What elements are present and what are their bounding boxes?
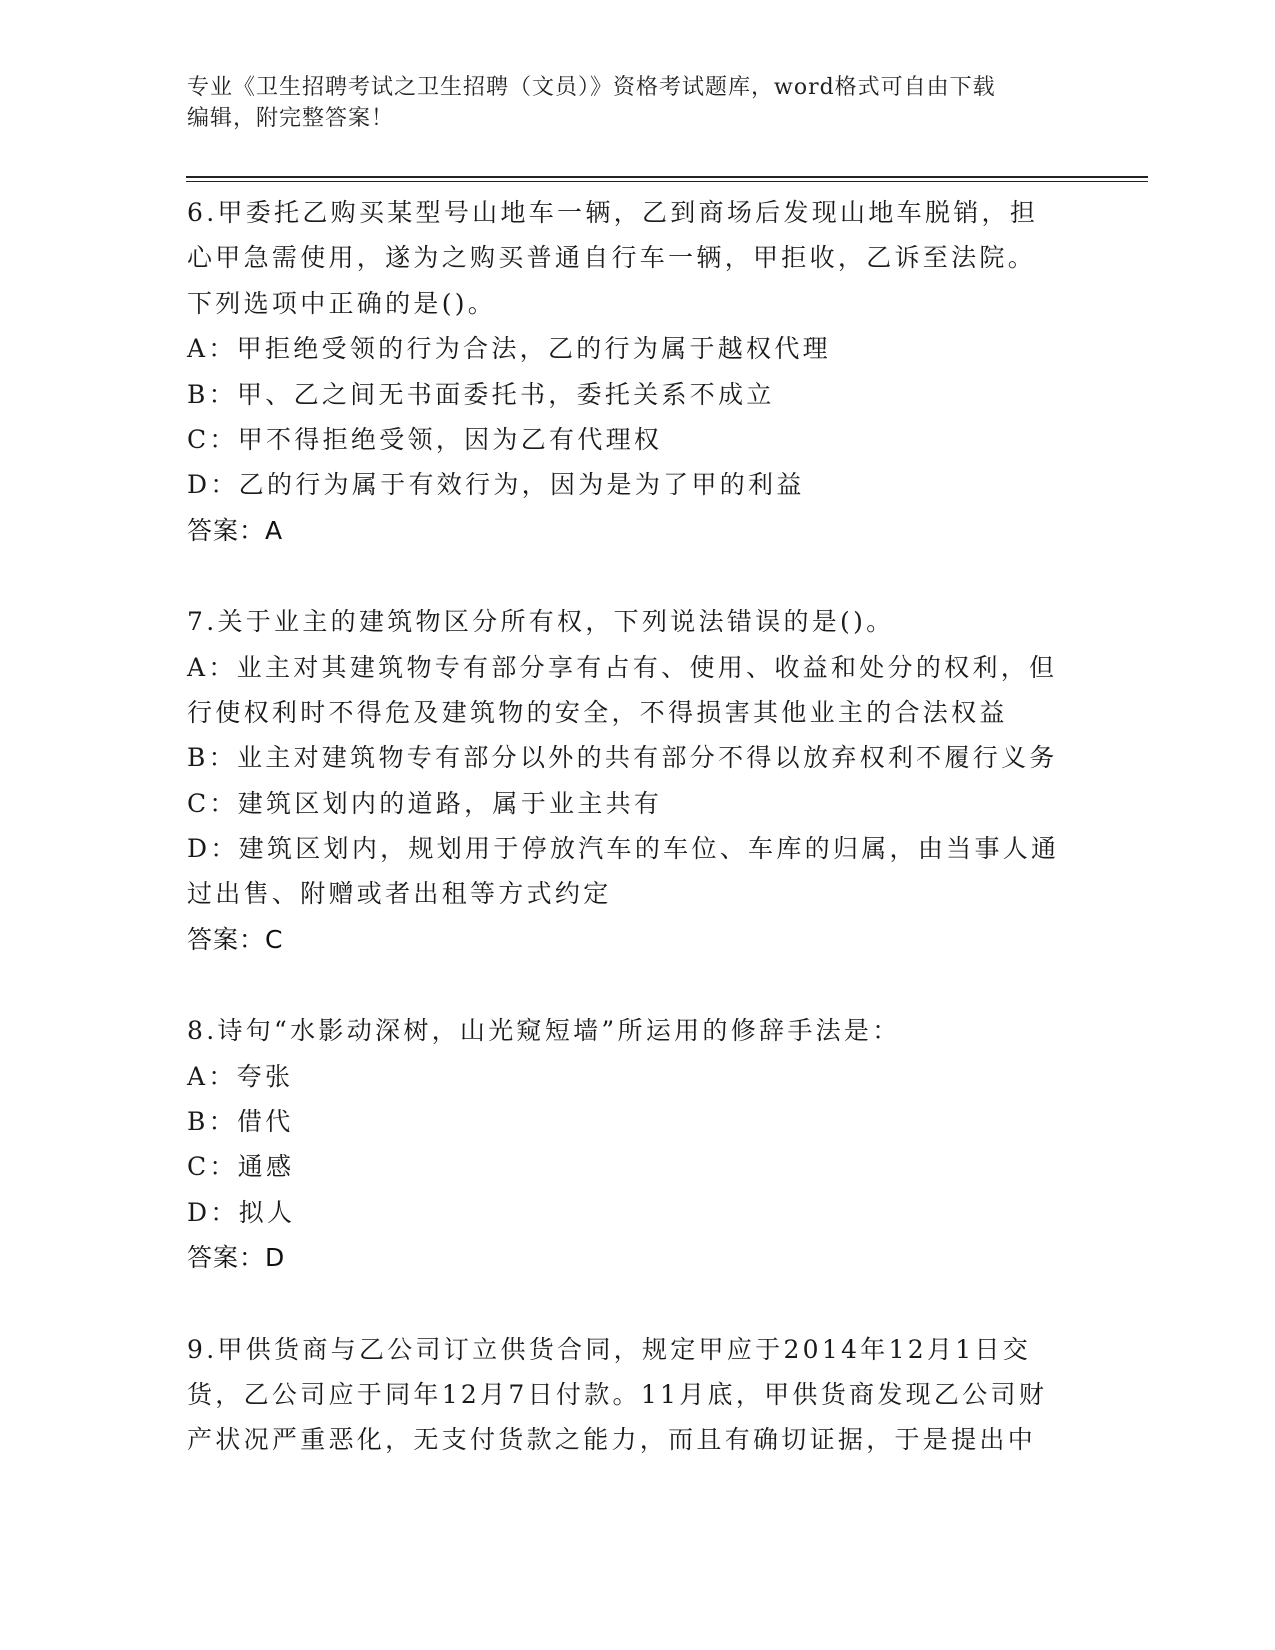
question-8-option-b: B：借代 [187,1107,294,1137]
question-6-stem-line-1: 6.甲委托乙购买某型号山地车一辆，乙到商场后发现山地车脱销，担 [187,198,1039,227]
question-7 [187,599,1087,962]
question-6-answer: 答案：A [187,515,284,545]
question-6-option-b: B：甲、乙之间无书面委托书，委托关系不成立 [187,379,775,409]
question-9-stem-line-2: 货，乙公司应于同年12月7日付款。11月底，甲供货商发现乙公司财 [187,1379,1048,1409]
question-6-option-c: C：甲不得拒绝受领，因为乙有代理权 [187,424,663,454]
question-8-answer: 答案：D [187,1243,286,1273]
question-8-option-d: D：拟人 [187,1197,296,1227]
question-7-stem: 7.关于业主的建筑物区分所有权，下列说法错误的是()。 [187,607,895,637]
question-7-option-c: C：建筑区划内的道路，属于业主共有 [187,788,663,818]
question-7-option-a-line-2: 行使权利时不得危及建筑物的安全，不得损害其他业主的合法权益 [187,697,1008,727]
question-9-stem-line-3: 产状况严重恶化，无支付货款之能力，而且有确切证据，于是提出中 [187,1425,1037,1455]
question-7-option-a-line-1: A：业主对其建筑物专有部分享有占有、使用、收益和处分的权利，但 [187,652,1058,682]
question-7-option-b: B：业主对建筑物专有部分以外的共有部分不得以放弃权利不履行义务 [187,743,1058,773]
question-list [187,190,1087,1463]
document-header [187,72,1087,134]
question-6-option-a: A：甲拒绝受领的行为合法，乙的行为属于越权代理 [187,334,831,364]
question-spacer [187,962,1087,1008]
question-spacer [187,1281,1087,1327]
question-8 [187,1008,1087,1280]
question-7-option-d-line-1: D：建筑区划内，规划用于停放汽车的车位、车库的归属，由当事人通 [187,834,1060,864]
question-spacer [187,553,1087,599]
question-8-option-c: C：通感 [187,1152,295,1182]
question-9-stem-line-1: 9.甲供货商与乙公司订立供货合同，规定甲应于2014年12月1日交 [187,1334,1032,1364]
question-6 [187,190,1087,553]
question-6-stem-line-2: 心甲急需使用，遂为之购买普通自行车一辆，甲拒收，乙诉至法院。 [187,243,1037,273]
question-6-option-d: D：乙的行为属于有效行为，因为是为了甲的利益 [187,470,805,500]
header-line-2: 编辑，附完整答案！ [187,106,395,131]
header-line-1: 专业《卫生招聘考试之卫生招聘（文员）》资格考试题库，word格式可自由下载 [187,75,996,100]
question-8-option-a: A：夸张 [187,1061,294,1091]
question-9 [187,1327,1087,1463]
question-7-answer: 答案：C [187,924,284,954]
header-divider-thick [186,176,1148,178]
question-6-stem-line-3: 下列选项中正确的是()。 [187,288,497,318]
question-7-option-d-line-2: 过出售、附赠或者出租等方式约定 [187,879,612,909]
header-divider-thin [186,181,1148,182]
question-8-stem: 8.诗句“水影动深树，山光窥短墙”所运用的修辞手法是： [187,1016,901,1046]
